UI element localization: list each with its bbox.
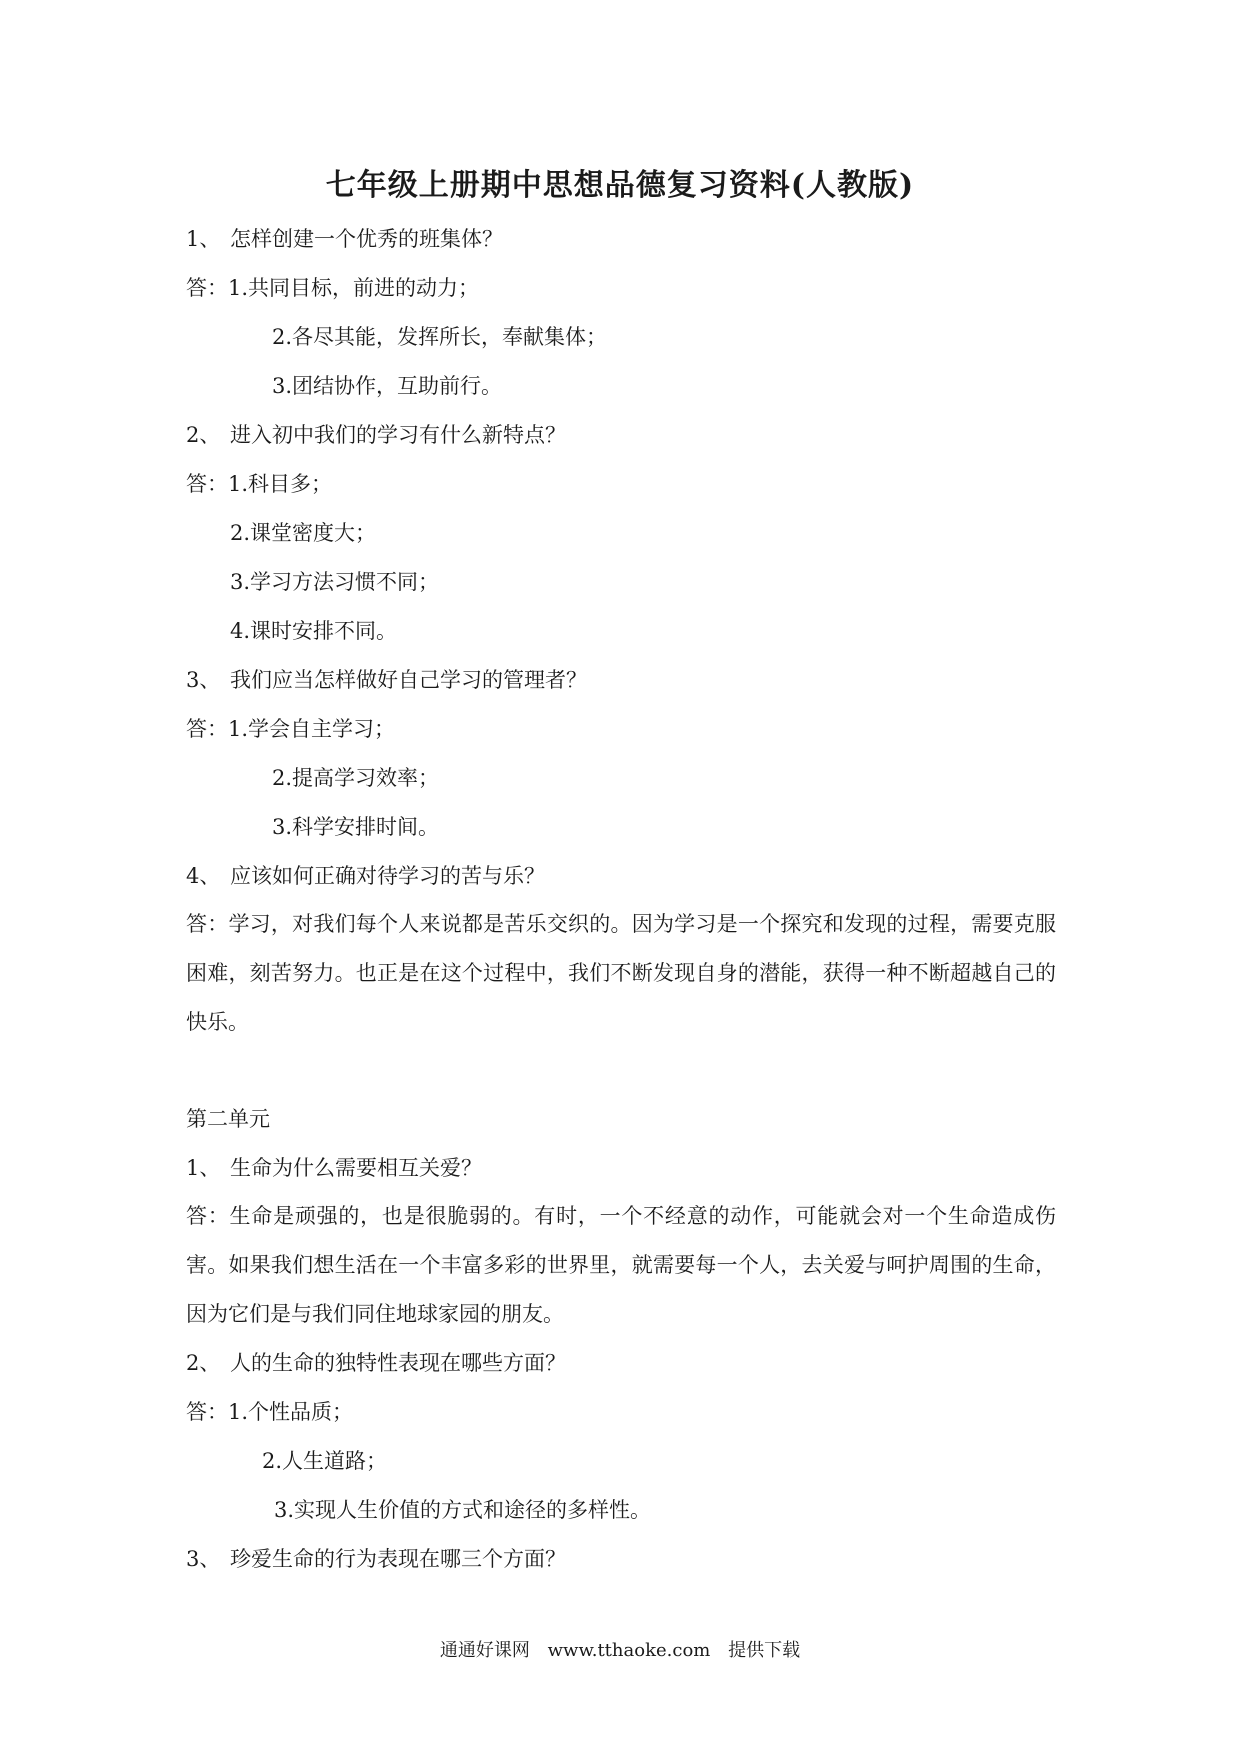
answer-item: 1.个性品质； (228, 1400, 354, 1424)
unit2-question-3 (186, 1544, 566, 1574)
question-text: 生命为什么需要相互关爱？ (230, 1156, 482, 1180)
answer-2-line-2: 2.课堂密度大； (230, 521, 377, 545)
page-footer (0, 1636, 1240, 1662)
unit2-question-1 (186, 1153, 482, 1183)
question-3 (186, 665, 587, 695)
answer-item: 1.科目多； (228, 472, 333, 496)
question-number: 2、 (186, 1351, 221, 1375)
answer-prefix: 答： (186, 276, 228, 300)
question-number: 1、 (186, 1156, 221, 1180)
answer-1-line-3: 3.团结协作，互助前行。 (272, 374, 503, 398)
answer-item: 1.学会自主学习； (228, 717, 396, 741)
answer-1-line-1 (186, 273, 479, 303)
unit2-question-2 (186, 1348, 566, 1378)
question-number: 3、 (186, 1547, 221, 1571)
answer-item: 1.共同目标，前进的动力； (228, 276, 480, 300)
question-text: 怎样创建一个优秀的班集体？ (230, 227, 503, 251)
document-title: 七年级上册期中思想品德复习资料(人教版) (325, 168, 915, 203)
answer-prefix: 答： (186, 1400, 228, 1424)
question-number: 4、 (186, 864, 221, 888)
question-text: 进入初中我们的学习有什么新特点？ (230, 423, 566, 447)
footer-url-link[interactable]: www.tthaoke.com (547, 1640, 711, 1661)
question-text: 应该如何正确对待学习的苦与乐？ (230, 864, 545, 888)
question-text: 人的生命的独特性表现在哪些方面？ (230, 1351, 566, 1375)
question-text: 我们应当怎样做好自己学习的管理者？ (230, 668, 587, 692)
question-4 (186, 861, 545, 891)
question-1 (186, 224, 503, 254)
answer-2-line-3: 3.学习方法习惯不同； (230, 570, 440, 594)
question-number: 2、 (186, 423, 221, 447)
answer-prefix: 答： (186, 717, 228, 741)
answer-1-line-2: 2.各尽其能，发挥所长，奉献集体； (272, 325, 608, 349)
unit2-answer-2-line-1 (186, 1397, 353, 1427)
answer-2-line-1 (186, 469, 332, 499)
question-number: 3、 (186, 668, 221, 692)
answer-4-paragraph: 答：学习，对我们每个人来说都是苦乐交织的。因为学习是一个探究和发现的过程，需要克服困难，刻苦努力。也正是在这个过程中，我们不断发现自身的潜能，获得一种不断超越自己的快乐。 (186, 912, 1056, 1034)
question-number: 1、 (186, 227, 221, 251)
footer-site-name: 通通好课网 (439, 1640, 530, 1661)
unit2-answer-1-paragraph: 答：生命是顽强的，也是很脆弱的。有时，一个不经意的动作，可能就会对一个生命造成伤害。如果我们想生活在一个丰富多彩的世界里，就需要每一个人，去关爱与呵护周围的生命，因为它们是与我们同住地球家园的朋友。 (186, 1204, 1056, 1326)
answer-prefix: 答： (186, 472, 228, 496)
answer-3-line-1 (186, 714, 395, 744)
unit2-answer-2-line-2: 2.人生道路； (262, 1449, 388, 1473)
answer-2-line-4: 4.课时安排不同。 (230, 619, 398, 643)
answer-3-line-3: 3.科学安排时间。 (272, 815, 440, 839)
question-text: 珍爱生命的行为表现在哪三个方面？ (230, 1547, 566, 1571)
footer-suffix: 提供下载 (728, 1640, 801, 1661)
answer-3-line-2: 2.提高学习效率； (272, 766, 440, 790)
question-2 (186, 420, 566, 450)
unit-2-heading: 第二单元 (186, 1107, 270, 1131)
unit2-answer-2-line-3: 3.实现人生价值的方式和途径的多样性。 (274, 1498, 652, 1522)
